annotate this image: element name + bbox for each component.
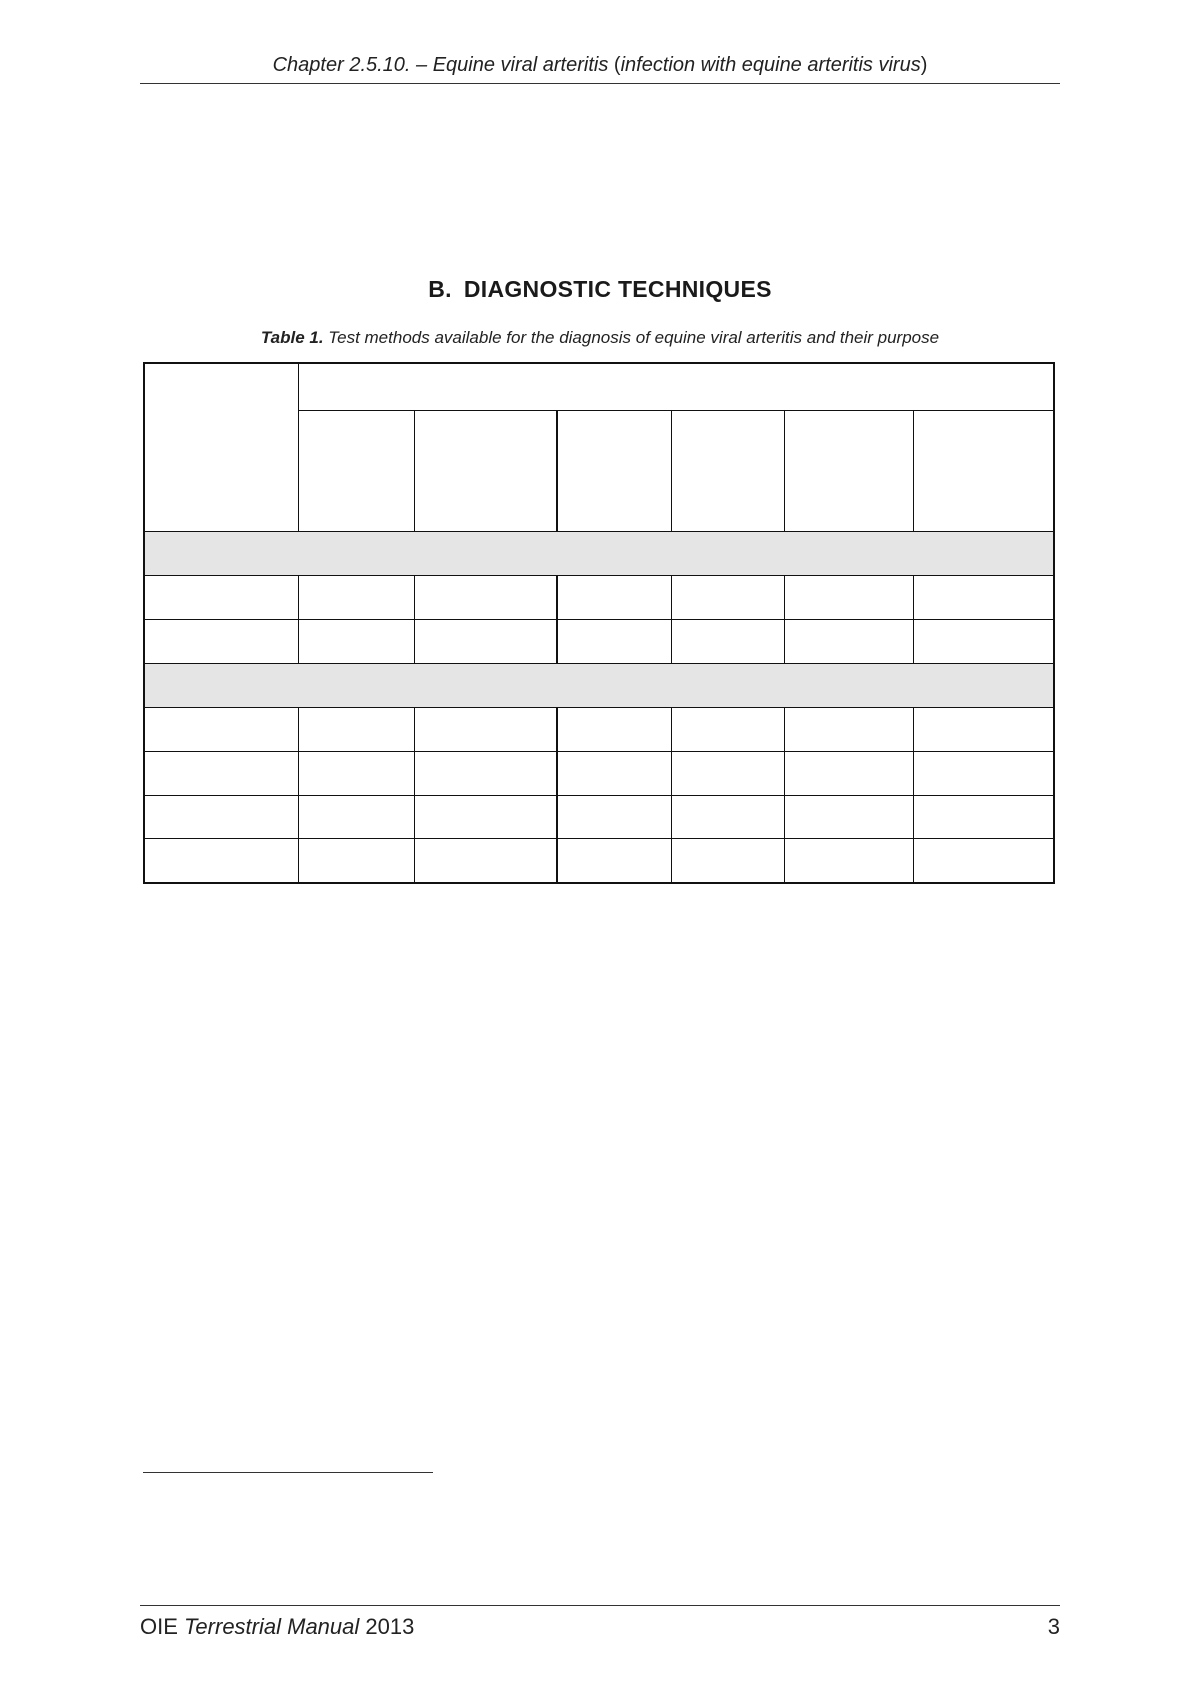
footnote-rule [143, 1472, 433, 1473]
footer-manual-title: Terrestrial Manual [184, 1614, 360, 1639]
table-cell [671, 751, 784, 795]
section-letter: B. [428, 276, 452, 302]
table-cell [144, 751, 299, 795]
section-title-text: DIAGNOSTIC TECHNIQUES [463, 276, 772, 302]
table-cell [414, 619, 557, 663]
table-row [144, 576, 1054, 620]
running-header [140, 54, 1060, 77]
chapter-title-inner: infection with equine arteritis virus [620, 54, 921, 76]
table-row [144, 751, 1054, 795]
table-cell [785, 619, 914, 663]
purpose-column-header [785, 410, 914, 531]
table-cell [299, 839, 415, 883]
table-cell [557, 619, 672, 663]
table-row [144, 795, 1054, 839]
footer-publication [140, 1614, 414, 1640]
paren-open: ( [613, 54, 621, 76]
table-cell [671, 795, 784, 839]
footer-publisher: OIE [140, 1614, 185, 1639]
method-column-header [144, 363, 299, 531]
table-cell [414, 751, 557, 795]
table-cell [144, 619, 299, 663]
table-cell [414, 576, 557, 620]
table-cell [557, 751, 672, 795]
test-methods-table-wrapper [143, 362, 1055, 884]
table-cell [785, 576, 914, 620]
table-caption [140, 328, 1060, 348]
table-cell [144, 839, 299, 883]
table-cell [671, 619, 784, 663]
purpose-group-header [299, 363, 1054, 410]
table-cell [785, 751, 914, 795]
table-cell [144, 795, 299, 839]
table-cell [299, 795, 415, 839]
table-cell [299, 751, 415, 795]
table-cell [671, 839, 784, 883]
table-section-cell [144, 663, 1054, 708]
table-cell [913, 708, 1054, 752]
table-cell [299, 576, 415, 620]
table-cell [557, 795, 672, 839]
table-header-row [144, 363, 1054, 410]
table-cell [299, 708, 415, 752]
table-row [144, 708, 1054, 752]
table-cell [144, 708, 299, 752]
table-cell [913, 576, 1054, 620]
purpose-column-header [671, 410, 784, 531]
table-caption-text: Test methods available for the diagnosis of equine viral arteritis and their purpose [323, 328, 940, 347]
table-cell [414, 795, 557, 839]
table-cell [671, 576, 784, 620]
chapter-title-prefix: Chapter 2.5.10. – Equine viral arteritis [272, 54, 614, 76]
section-heading [140, 276, 1060, 303]
paren-close: ) [920, 54, 928, 76]
table-cell [913, 795, 1054, 839]
table-cell [913, 751, 1054, 795]
purpose-column-header [557, 410, 672, 531]
table-row [144, 839, 1054, 883]
table-cell [913, 619, 1054, 663]
table-cell [785, 708, 914, 752]
table-cell [414, 708, 557, 752]
table-cell [557, 576, 672, 620]
purpose-column-header [414, 410, 557, 531]
table-row [144, 619, 1054, 663]
table-cell [671, 708, 784, 752]
table-cell [785, 795, 914, 839]
table-cell [144, 576, 299, 620]
table-cell [299, 619, 415, 663]
purpose-column-header [299, 410, 415, 531]
table-cell [557, 839, 672, 883]
table-section-row [144, 663, 1054, 708]
test-methods-table [143, 362, 1055, 884]
table-caption-label: Table 1. [260, 328, 324, 347]
table-section-cell [144, 531, 1054, 576]
page-number: 3 [1047, 1614, 1060, 1639]
table-cell [913, 839, 1054, 883]
footer-rule [140, 1605, 1060, 1606]
purpose-column-header [913, 410, 1054, 531]
table-cell [414, 839, 557, 883]
table-cell [785, 839, 914, 883]
table-section-row [144, 531, 1054, 576]
footer-year: 2013 [359, 1614, 415, 1639]
table-cell [557, 708, 672, 752]
header-rule [140, 83, 1060, 84]
